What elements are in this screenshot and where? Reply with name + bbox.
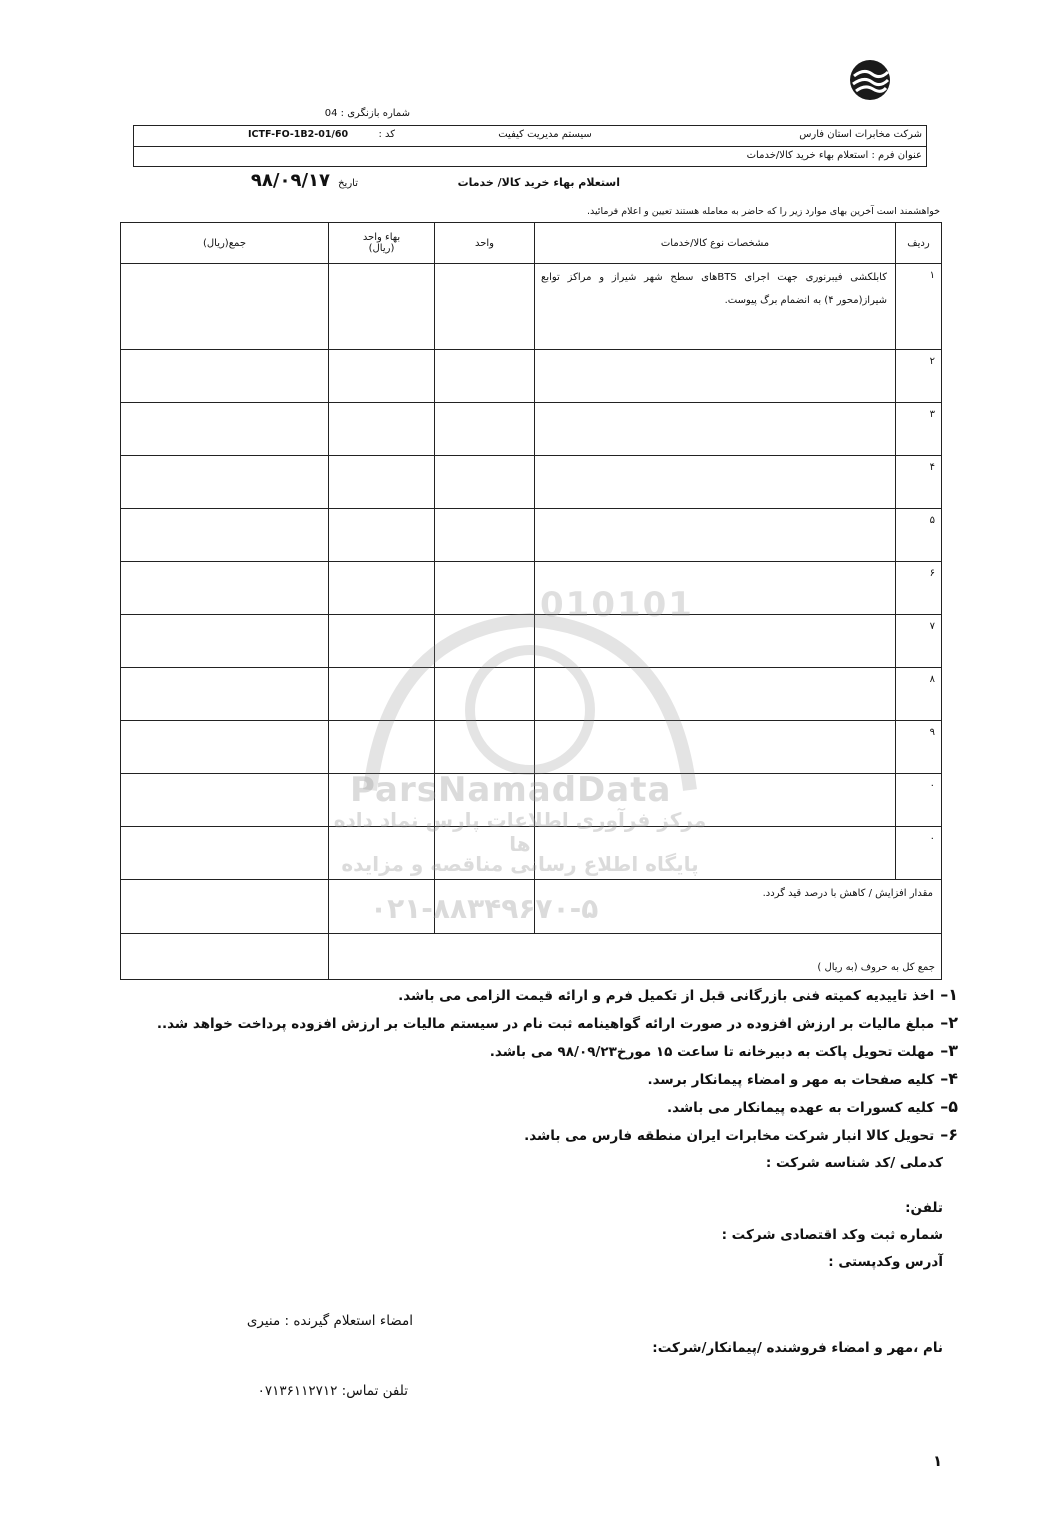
watermark-brand: ParsNamadData (350, 770, 672, 810)
total-cell[interactable] (121, 509, 329, 562)
unit-cell[interactable] (435, 456, 535, 509)
seller-signature-label: نام ،مهر و امضاء فروشنده /پیمانکار/شرکت: (652, 1340, 943, 1356)
intro-text: خواهشمند است آخرین بهای موارد زیر را که حاضر به معامله هستند تعیین و اعلام فرمائید. (586, 206, 940, 217)
header-total: جمع(ریال) (121, 223, 329, 264)
note-item (157, 1013, 958, 1032)
watermark-line2: پایگاه اطلاع رسانی مناقصه و مزایده (341, 852, 699, 876)
company-name: شرکت مخابرات استان فارس (799, 129, 922, 140)
page-title: استعلام بهاء خرید کالا/ خدمات (457, 176, 620, 189)
spec-cell[interactable] (535, 403, 896, 456)
code-value: ICTF-FO-1B2-01/60 (248, 129, 349, 140)
row-number: ۳ (896, 403, 942, 456)
note-number: ۱– (940, 985, 958, 1004)
note-text: کلیه کسورات به عهده پیمانکار می باشد. (666, 1100, 935, 1116)
row-number: ۱ (896, 264, 942, 350)
note-item (490, 1041, 958, 1060)
note-number: ۶– (940, 1125, 958, 1144)
header-unit-price-label: بهاء واحد (362, 232, 401, 243)
spec-cell[interactable] (535, 350, 896, 403)
row-number: ۰ (896, 827, 942, 880)
address-label: آدرس وکدپستی : (828, 1254, 943, 1270)
quality-system: سیستم مدیریت کیفیت (498, 129, 592, 140)
code-label: کد : (378, 129, 395, 140)
header-unit: واحد (435, 223, 535, 264)
table-row (121, 350, 942, 403)
note-item (398, 985, 958, 1004)
note-item (667, 1097, 958, 1116)
unit-price-cell[interactable] (329, 264, 435, 350)
total-cell[interactable] (121, 774, 329, 827)
header-divider (133, 146, 927, 147)
total-cell[interactable] (121, 721, 329, 774)
unit-price-cell[interactable] (329, 509, 435, 562)
row-number: ۶ (896, 562, 942, 615)
total-row (121, 934, 942, 980)
watermark-logo-icon (330, 590, 730, 930)
total-cell[interactable] (121, 456, 329, 509)
table-row (121, 456, 942, 509)
unit-price-cell[interactable] (329, 456, 435, 509)
row-number: ۸ (896, 668, 942, 721)
note-number: ۴– (940, 1069, 958, 1088)
note-text: مبلغ مالیات بر ارزش افزوده در صورت ارائه گواهینامه ثبت نام در سیستم مالیات بر ارزش افزوده پرداخت خواهد شد.. (156, 1016, 935, 1032)
note-text: تحویل کالا انبار شرکت مخابرات ایران منطقه فارس می باشد. (524, 1128, 935, 1144)
national-id-label: کدملی /کد شناسه شرکت : (765, 1155, 943, 1171)
table-row (121, 403, 942, 456)
note-text: اخذ تاییدیه کمیته فنی بازرگانی قبل از تکمیل فرم و ارائه قیمت الزامی می باشد. (398, 988, 935, 1004)
page-number: ۱ (933, 1452, 943, 1470)
note-number: ۲– (940, 1013, 958, 1032)
total-cell[interactable] (121, 827, 329, 880)
header-unit-price (329, 223, 435, 264)
watermark-digits: 010101 (540, 585, 694, 625)
unit-price-cell[interactable] (329, 403, 435, 456)
row-number: ۵ (896, 509, 942, 562)
row-number: ۴ (896, 456, 942, 509)
contact-phone: تلفن تماس: ۰۷۱۳۶۱۱۲۷۱۲ (257, 1383, 408, 1399)
table-row (121, 509, 942, 562)
unit-cell[interactable] (435, 264, 535, 350)
total-cell[interactable] (121, 350, 329, 403)
watermark-line1: مرکز فرآوری اطلاعات پارس نماد داده ها (333, 808, 707, 856)
spec-cell[interactable]: کابلکشی فیبرنوری جهت اجرای BTSهای سطح شهر شیراز و مراکز توابع شیراز(محور ۴) به انضمام برگ پیوست. (535, 264, 896, 350)
total-cell[interactable] (121, 403, 329, 456)
unit-cell[interactable] (435, 350, 535, 403)
header-spec: مشخصات نوع کالا/خدمات (535, 223, 896, 264)
note-item (647, 1069, 958, 1088)
note-text: کلیه صفحات به مهر و امضاء پیمانکار برسد. (647, 1072, 935, 1088)
form-title: عنوان فرم : استعلام بهاء خرید کالا/خدمات (746, 150, 922, 161)
company-logo (848, 58, 892, 102)
total-cell[interactable] (121, 264, 329, 350)
unit-price-cell[interactable] (329, 350, 435, 403)
total-cell[interactable] (121, 562, 329, 615)
note-text: مهلت تحویل پاکت به دبیرخانه تا ساعت ۱۵ مورخ۹۸/۰۹/۲۳ می باشد. (489, 1044, 935, 1060)
note-item (524, 1125, 958, 1144)
spec-cell[interactable] (535, 509, 896, 562)
increase-note: مقدار افزایش / کاهش با درصد قید گردد. (535, 880, 942, 934)
row-number: ۲ (896, 350, 942, 403)
watermark-phone: ۰۲۱-۸۸۳۴۹۶۷۰-۵ (370, 892, 599, 925)
header-unit-price-sub: (ریال) (368, 243, 395, 254)
watermark (330, 590, 730, 930)
row-number: ۷ (896, 615, 942, 668)
note-number: ۵– (940, 1097, 958, 1116)
table-row (121, 264, 942, 350)
spec-cell[interactable] (535, 456, 896, 509)
total-in-words-label: جمع کل به حروف (به ریال ) (329, 934, 942, 980)
table-header-row (121, 223, 942, 264)
total-cell[interactable] (121, 668, 329, 721)
date-label: تاریخ (338, 178, 358, 189)
registration-label: شماره ثبت وکد اقتصادی شرکت : (721, 1227, 943, 1243)
inquirer-signature: امضاء استعلام گیرنده : منیری (246, 1313, 413, 1329)
grand-total-cell[interactable] (121, 934, 329, 980)
date-value: ۹۸/۰۹/۱۷ (250, 170, 330, 191)
unit-cell[interactable] (435, 509, 535, 562)
revision-number: شماره بازنگری : 04 (324, 108, 410, 119)
phone-label: تلفن: (905, 1200, 943, 1216)
header-row-number: ردیف (896, 223, 942, 264)
note-number: ۳– (940, 1041, 958, 1060)
row-number: ۰ (896, 774, 942, 827)
row-number: ۹ (896, 721, 942, 774)
total-cell[interactable] (121, 615, 329, 668)
unit-cell[interactable] (435, 403, 535, 456)
